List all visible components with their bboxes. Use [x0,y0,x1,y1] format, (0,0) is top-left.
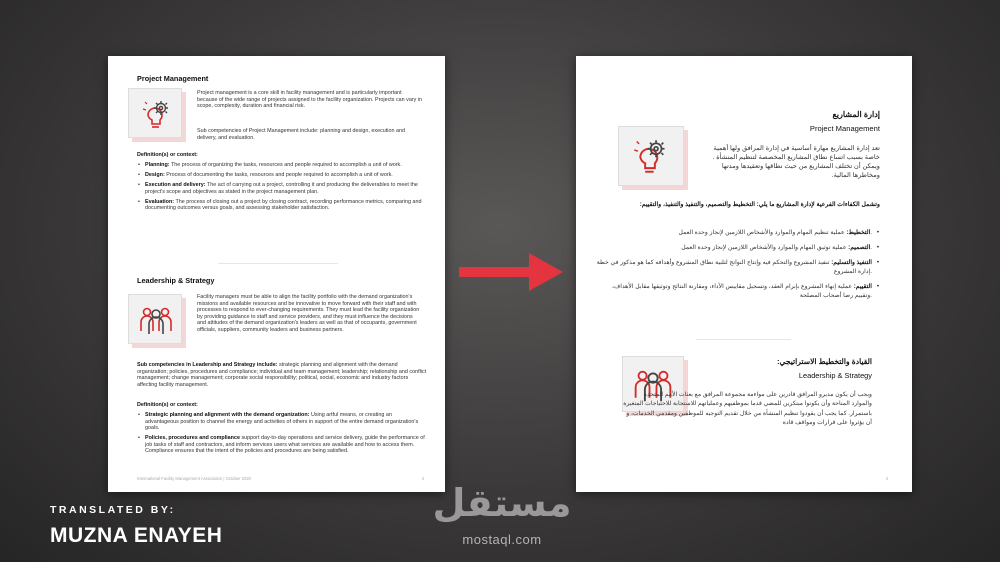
ls-intro-arabic: ويجب أن يكون مديرو المرافق قادرين على مواءمة مجموعة المرافق مع بعثات الأمم المتحدة والموارد المتاحة وأن يكونوا مبتكرين للمضي قدما بموظفيهم وعملياتهم للاستجابة للاحتياجات المتغيرة باستمرار. كما يجب أن يقودوا تنظيم المنشأة من خلال تقديم التوجيه للموظفين ومقدمي الخدمات، و أن يؤثروا على قرارات ومواقف قادة [623,391,872,427]
mostaql-url: mostaql.com [462,532,542,547]
page-number: 2 [886,476,889,481]
team-people-icon [128,294,182,344]
list-item: • التنفيذ والتسليم: تنفيذ المشروع والتحكم فيه وإنتاج النواتج لتلبية نطاق المشروع وأهدافه كما هو مذكور في خطة إدارة المشروع. [595,258,880,276]
list-item: • Strategic planning and alignment with the demand organization: Using artful means, or creating an advantageous position to channel the energy and activities of others in support of the entire demand organization's goals. [137,412,427,432]
pm-bullet-list [137,162,427,216]
arrow-right-icon [459,253,563,291]
list-item: • Evaluation: The process of closing out a project by closing contract, recording performance metrics, comparing and documenting outcomes versus goals, and assessing stakeholder satisfaction. [137,199,427,212]
pm-sub-competencies-arabic: وتشمل الكفاءات الفرعية لإدارة المشاريع ما يلي: التخطيط والتصميم، والتنفيذ والتنفيذ، والتقييم: [639,201,880,208]
pm-intro: Project management is a core skill in facility management and is particularly important because of the wide range of projects assigned to the facility organization. Projects can vary in scope, complexity, duration and financial risk. [197,90,423,110]
page-number: 2 [422,476,425,481]
list-item: • التقييم: عملية إنهاء المشروع بإبرام العقد، وتسجيل مقاييس الأداء، ومقارنة النتائج وتوثيقها مقابل الأهداف، وتقييم رضا أصحاب المصلحة. [595,282,880,300]
ls-heading-arabic: القيادة والتخطيط الاستراتيجي: [776,357,872,366]
gear-bulb-icon [128,88,182,138]
gear-bulb-icon [618,126,684,186]
translated-by-label: TRANSLATED BY: [50,504,176,516]
list-item: • التصميم: عملية توثيق المهام والموارد والأشخاص اللازمين لإنجاز وحدة العمل. [595,243,880,252]
list-item: • Planning: The process of organizing the tasks, resources and people required to accomplish a unit of work. [137,162,427,169]
ls-bullet-list [137,412,427,459]
pm-heading: Project Management [137,74,209,83]
pm-bullet-list-arabic [595,228,880,306]
ls-heading: Leadership & Strategy [137,276,215,285]
ls-intro: Facility managers must be able to align the facility portfolio with the demand organization's missions and available resources and be innovative to move forward with their staff and with processes to respond to ever-changing requirements. They must lead the facility organization by providing guidance to staff and service providers, and they must influence the decisions and attitudes of the demand organization's leaders as well as that of occupants, government officials, suppliers, community leaders and business partners. [197,294,420,333]
section-divider [218,263,338,264]
section-divider [696,339,791,340]
list-item: • Policies, procedures and compliance support day-to-day operations and service delivery, guide the performance of job tasks of staff and contractors, and inform services users what services are available and how to access them. Compliance ensures that the intent of the policies and procedures are being satisfied. [137,435,427,455]
page-footer: International Facility Management Association | October 2020 [137,476,251,481]
pm-sub-competencies: Sub competencies of Project Management include: planning and design, execution and delivery, and evaluation. [197,128,405,141]
pm-heading-english: Project Management [809,124,880,133]
ls-sub-competencies: Sub competencies in Leadership and Strategy include: strategic planning and alignment with the demand organization; policies, procedures and compliance; individual and team management; leadership; relationship and conflict management; change management; corporate social responsibility; political, social, economic and industry factors affecting facility management. [137,362,427,388]
list-item: • Execution and delivery: The act of carrying out a project, controlling it and producing the deliverables to meet the project's scope and objectives as stated in the project management plan. [137,182,427,195]
translated-arabic-page [576,56,912,492]
mostaql-logo: مستقل [432,481,572,525]
pm-heading-arabic: إدارة المشاريع [832,110,880,119]
translator-name: MUZNA ENAYEH [50,524,223,547]
original-english-page [108,56,445,492]
ls-heading-english: Leadership & Strategy [798,371,872,380]
list-item: • Design: Process of documenting the tasks, resources and people required to accomplish a unit of work. [137,172,427,179]
pm-intro-arabic: تعد إدارة المشاريع مهارة أساسية في إدارة المرافق ولها أهمية خاصة بسبب اتساع نطاق المشاريع المخصصة لتنظيم المنشأة . ويمكن أن تختلف المشاريع من حيث نطاقها وتعقيدها ومدتها ومخاطرها المالية. [712,145,880,179]
ls-definitions-heading: Definition(s) or context: [137,402,198,408]
list-item: • التخطيط: عملية تنظيم المهام والموارد والأشخاص اللازمين لإنجاز وحدة العمل. [595,228,880,237]
pm-definitions-heading: Definition(s) or context: [137,152,198,158]
